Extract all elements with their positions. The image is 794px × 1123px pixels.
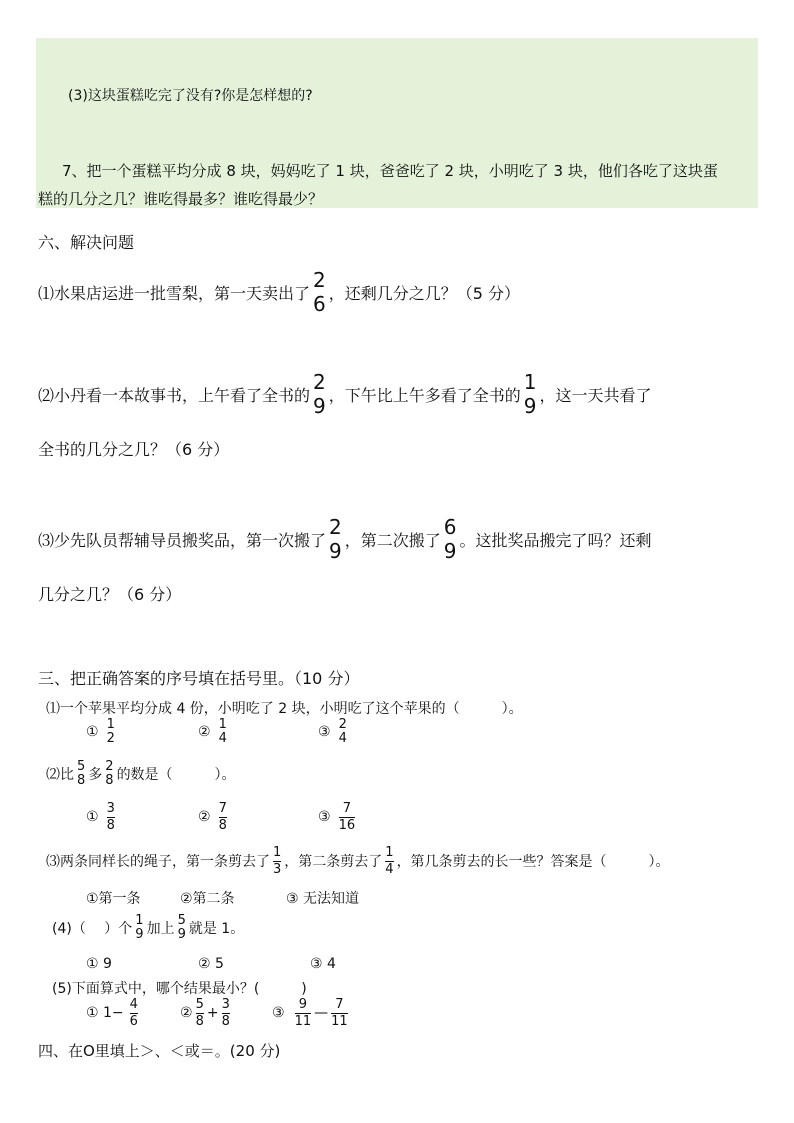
fraction [273,846,281,876]
mc-question-1: ⑴一个苹果平均分成 4 份，小明吃了 2 块，小明吃了这个苹果的（ ）。 [46,701,523,717]
denominator: 11 [294,1014,312,1029]
section-4-heading: 四、在O里填上＞、＜或＝。(20 分) [38,1042,281,1060]
mc-question-5: (5)下面算式中，哪个结果最小？( ) [52,981,307,997]
problem-3-text-b: ，第二次搬了 [344,530,441,550]
fraction [135,914,143,941]
problem-2-line-2: 全书的几分之几？（6 分） [38,440,230,459]
question-7-line-2: 糕的几分之几？谁吃得最多？谁吃得最少？ [38,190,324,208]
fraction [339,802,356,832]
mc-question-3 [46,846,670,876]
fraction [105,760,113,787]
text: ，第几条剪去的长一些？答案是（ ）。 [396,854,670,870]
denominator: 9 [329,539,342,563]
numerator: 9 [298,997,307,1012]
fraction [107,718,115,745]
option-label: ① 1− [86,1005,124,1021]
denominator: 8 [218,818,227,833]
numerator: 2 [313,268,326,292]
text: (4)（ ）个 [52,920,133,937]
denominator: 4 [338,731,347,746]
denominator: 4 [385,862,394,877]
denominator: 9 [443,539,457,563]
numerator: 5 [195,997,204,1012]
numerator: 2 [313,370,326,394]
option-label: ② [198,809,211,825]
numerator: 2 [329,515,342,539]
operator: + [206,1005,219,1021]
numerator: 1 [106,717,115,732]
text: 加上 [146,920,175,937]
fraction [219,718,227,745]
fraction [444,517,457,561]
denominator: 9 [523,394,537,418]
numerator: 1 [385,845,394,860]
text: ⑶两条同样长的绳子，第一条剪去了 [46,854,270,870]
problem-2-text-c: ，这一天共看了 [539,385,652,405]
section-6-heading: 六、解决问题 [38,233,135,252]
section-3-heading: 三、把正确答案的序号填在括号里。（10 分） [38,669,360,688]
mc-1-option-3 [318,718,350,745]
denominator: 9 [177,927,186,942]
text: ，第二条剪去了 [284,854,383,870]
option-label: ② [198,723,211,740]
numerator: 1 [523,370,537,394]
denominator: 9 [313,394,326,418]
numerator: 5 [177,913,186,928]
denominator: 3 [273,862,282,877]
problem-3-text-a: ⑶少先队员帮辅导员搬奖品，第一次搬了 [38,530,327,550]
denominator: 11 [331,1014,348,1029]
problem-3-text-c: 。这批奖品搬完了吗？还剩 [459,530,652,550]
fraction [295,998,312,1028]
mc-question-2 [46,760,236,787]
option-label: ① [86,723,99,740]
problem-2 [38,372,652,416]
highlighted-question-block [36,38,758,208]
fraction [313,270,326,314]
numerator: 6 [443,515,457,539]
option-label: ③ [318,723,331,740]
mc-3-option-1: ①第一条 [86,891,141,907]
text: 的数是（ ）。 [116,766,236,783]
mc-2-option-3 [318,802,358,832]
denominator: 4 [218,731,227,746]
numerator: 1 [218,717,227,732]
denominator: 8 [77,773,86,788]
mc-4-option-2: ② 5 [198,956,224,972]
problem-2-text-a: ⑵小丹看一本故事书，上午看了全书的 [38,385,311,405]
mc-1-option-2 [198,718,230,745]
mc-2-option-1 [86,802,118,832]
fraction [339,718,347,745]
mc-5-option-3 [272,998,351,1028]
denominator: 8 [106,818,115,833]
numerator: 1 [273,845,282,860]
fraction [130,998,138,1028]
option-label: ③ [318,809,331,825]
text: 就是 1。 [188,920,245,937]
denominator: 16 [338,818,356,833]
denominator: 9 [135,927,144,942]
fraction [329,517,342,561]
mc-5-option-1 [86,998,141,1028]
problem-3-line-2: 几分之几？（6 分） [38,585,182,604]
fraction [313,372,326,416]
fraction [385,846,393,876]
fraction [178,914,186,941]
denominator: 8 [195,1014,204,1029]
numerator: 4 [129,997,138,1012]
problem-1 [38,270,520,314]
denominator: 6 [313,292,326,316]
fraction [77,760,85,787]
numerator: 7 [342,801,351,816]
numerator: 3 [106,801,115,816]
mc-3-option-2: ②第二条 [180,891,235,907]
mc-1-option-1 [86,718,118,745]
numerator: 7 [335,997,344,1012]
numerator: 7 [218,801,227,816]
fraction [107,802,115,832]
mc-5-option-2 [180,998,233,1028]
denominator: 8 [105,773,114,788]
fraction [196,998,204,1028]
numerator: 3 [221,997,230,1012]
question-7-line-1: 7、把一个蛋糕平均分成 8 块，妈妈吃了 1 块，爸爸吃了 2 块，小明吃了 3 块，他们各吃了这块蛋 [62,162,718,180]
fraction [331,998,348,1028]
mc-3-option-3: ③ 无法知道 [286,891,360,907]
mc-2-option-2 [198,802,230,832]
option-label: ① [86,809,99,825]
problem-2-text-b: ，下午比上午多看了全书的 [328,385,521,405]
text: ⑵比 [46,766,74,783]
mc-4-option-1: ① 9 [86,956,112,972]
denominator: 8 [221,1014,230,1029]
text: 多 [88,766,103,783]
mc-question-4 [52,914,244,941]
numerator: 2 [338,717,347,732]
question-3-sub: (3)这块蛋糕吃完了没有?你是怎样想的? [68,88,313,104]
problem-1-text-b: ，还剩几分之几？（5 分） [328,283,521,303]
fraction [222,998,230,1028]
problem-1-text-a: ⑴水果店运进一批雪梨，第一天卖出了 [38,283,311,303]
fraction [219,802,227,832]
option-label: ③ [272,1005,285,1021]
numerator: 2 [105,759,114,774]
fraction [524,372,537,416]
option-label: ② [180,1005,193,1021]
problem-3 [38,517,652,561]
numerator: 1 [135,913,144,928]
denominator: 2 [106,731,115,746]
operator: — [314,1005,329,1021]
mc-4-option-3: ③ 4 [310,956,336,972]
numerator: 5 [77,759,86,774]
denominator: 6 [129,1014,138,1029]
